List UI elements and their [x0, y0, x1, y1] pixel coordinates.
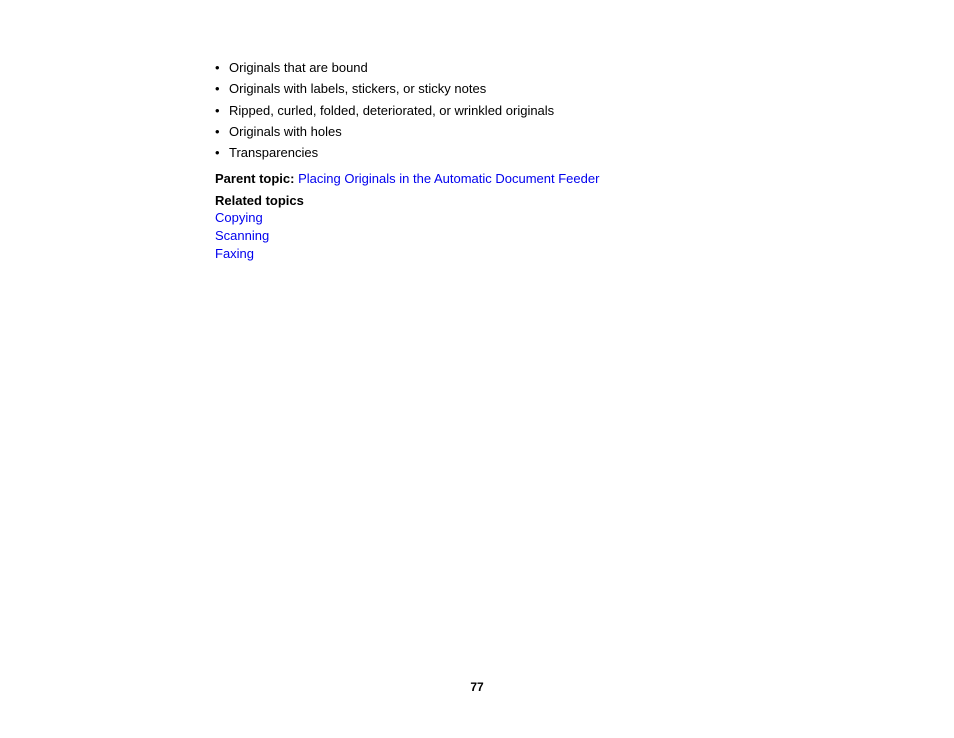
related-link-faxing[interactable]: Faxing	[215, 246, 255, 262]
list-item	[215, 60, 835, 76]
bullet-icon: •	[215, 123, 220, 139]
bullet-icon: •	[215, 102, 220, 118]
related-link-scanning[interactable]: Scanning	[215, 228, 270, 244]
list-item-text: Originals that are bound	[229, 60, 368, 75]
page-number: 77	[470, 680, 484, 694]
related-topic-item	[215, 209, 835, 227]
parent-topic-link[interactable]: Placing Originals in the Automatic Document Feeder	[298, 171, 600, 187]
related-topic-item	[215, 245, 835, 263]
related-topic-item	[215, 227, 835, 245]
bullet-icon: •	[215, 81, 220, 97]
list-item	[215, 103, 835, 119]
list-item-text: Originals with labels, stickers, or sticky notes	[229, 81, 487, 97]
unsuitable-originals-list	[215, 60, 835, 161]
related-topics-list	[215, 209, 835, 263]
bullet-icon: •	[215, 60, 220, 75]
list-item	[215, 81, 835, 97]
document-content	[215, 60, 835, 263]
related-topics-heading: Related topics	[215, 193, 304, 209]
list-item-text: Ripped, curled, folded, deteriorated, or wrinkled originals	[229, 102, 555, 118]
list-item-text: Transparencies	[229, 145, 319, 161]
parent-topic-label: Parent topic:	[215, 171, 295, 187]
list-item	[215, 124, 835, 140]
parent-topic	[215, 171, 835, 187]
bullet-icon: •	[215, 145, 220, 161]
related-link-copying[interactable]: Copying	[215, 210, 263, 226]
list-item	[215, 145, 835, 161]
list-item-text: Originals with holes	[229, 123, 342, 139]
